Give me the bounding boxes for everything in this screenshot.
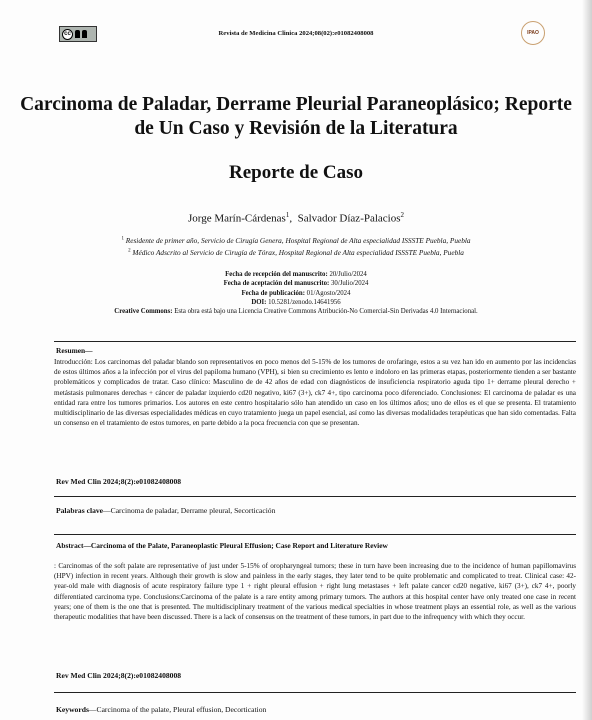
- page-edge-shadow: [582, 0, 592, 720]
- keywords: Keywords—Carcinoma of the palate, Pleural effusion, Decortication: [56, 705, 267, 714]
- divider: [54, 534, 576, 535]
- received-date: Fecha de recepción del manuscrito: 20/Julio/2024: [225, 271, 367, 278]
- abstract-text: : Carcinomas of the soft palate are representative of just under 5-15% of oropharyngeal tumors; these in turn have been increasing due to the incidence of human papillomavirus (HPV) infection in recent years. Although their growth is slow and painless in the early stages, they later tend to be quite problematic and complicated to treat. Clinical case: 42-year-old male with diagnosis of acute respiratory failure type 1 + right pleural effusion + right lung metastases + left palate cancer cd20 negative, ki67 (3+), ck7 4+, poorly differentiated carcinoma type. Conclusions:Carcinoma of the palate is a rare entity among primary tumors. The authors at this hospital center have only treated one case in recent years; one of them is the one that is presented. The multidisciplinary treatment of the various medical specialties in whose treatment plays an essential role, as well as the various therapeutic modalities that have been discussed. There is a lack of consensus on the treatment of these tumors, in part due to the infrequency with which they occur.: [54, 562, 576, 622]
- affiliation-text: Residente de primer año, Servicio de Cirugía Genera, Hospital Regional de Alta especialidad ISSSTE Puebla, Puebla: [125, 236, 471, 245]
- abstract-heading: Abstract—Carcinoma of the Palate, Paraneoplastic Pleural Effusion; Case Report and Literature Review: [56, 541, 388, 550]
- divider: [54, 692, 576, 693]
- doi: DOI: 10.5281/zenodo.14641956: [251, 298, 341, 306]
- affiliation-marker: 1: [121, 236, 124, 242]
- doi-link[interactable]: 10.5281/zenodo.14641956: [268, 298, 341, 306]
- published-date: Fecha de publicación: 01/Agosto/2024: [241, 289, 351, 297]
- affiliation-marker: 2: [128, 248, 131, 254]
- palabras-clave: Palabras clave—Carcinoma de paladar, Derrame pleural, Secorticación: [56, 506, 276, 515]
- divider: [54, 496, 576, 497]
- affiliation-text: Médico Adscrito al Servicio de Cirugía de Tórax, Hospital Regional de Alta especialidad ISSSTE Puebla, Puebla: [132, 248, 464, 257]
- resumen-heading: Resumen—: [56, 346, 93, 355]
- license: Creative Commons: Esta obra está bajo una Licencia Creative Commons Atribución-No Comercial-Sin Derivadas 4.0 Internacional.: [114, 308, 478, 316]
- publication-metadata: [0, 270, 592, 316]
- article-type: Reporte de Caso: [228, 162, 364, 183]
- resumen-citation: Rev Med Clin 2024;8(2):e01082408008: [56, 477, 182, 486]
- abstract-citation: Rev Med Clin 2024;8(2):e01082408008: [56, 671, 182, 680]
- divider: [54, 341, 576, 342]
- resumen-text: Introducción: Los carcinomas del paladar blando son representativos en poco menos del 5-15% de los tumores de orofaringe, estos a su vez han ido en aumento por las incidencias de estos últimos años a la infección por el virus del papiloma humano (VPH), si bien su crecimiento es lento e indoloro en las primeras etapas, posteriormente tienden a ser bastante problemáticos y complicados de tratar. Caso clínico: Masculino de de 42 años de edad con diagnósticos de insuficiencia respiratorio aguda tipo 1+ derrame pleural derecho + metástasis pulmonares derechas + cáncer de paladar izquierdo cd20 negativo, ki67 (3+), ck7 4+, tipo carcinoma poco diferenciado. Conclusiones: El carcinoma de paladar es una entidad rara entre los tumores primarios. Los autores en este centro hospitalario sólo han atendido un caso en los últimos años; uno de ellos es el que se presenta. El tratamiento multidisciplinario de las diversas especialidades médicas en cuyo tratamiento juega un papel esencial, así como las diversas modalidades terapéuticas que han sido comentadas. Falta un consenso en el tratamiento de estos tumores, en parte debido a la poca frecuencia con que se presentan.: [54, 358, 576, 428]
- cc-icon: cc: [62, 29, 73, 40]
- affiliation: [0, 248, 592, 257]
- accepted-date: Fecha de aceptación del manuscrito: 30/Julio/2024: [223, 280, 369, 288]
- author-affil-marker: 1: [285, 211, 290, 219]
- journal-header: Revista de Medicina Clinica 2024;08(02):e01082408008: [218, 30, 374, 37]
- publisher-logo: IPAO: [521, 21, 545, 45]
- author-name: Jorge Marín-Cárdenas: [187, 212, 286, 225]
- author-name: Salvador Díaz-Palacios: [297, 212, 401, 225]
- article-title: Carcinoma de Paladar, Derrame Pleurial Paraneoplásico; Reporte de Un Caso y Revisión de la Literatura: [20, 94, 572, 139]
- author-list: Jorge Marín-Cárdenas$^1$, Salvador Díaz-Palacios$^2$: [187, 211, 405, 225]
- author-affil-marker: 2: [400, 211, 405, 219]
- affiliation: [0, 236, 592, 245]
